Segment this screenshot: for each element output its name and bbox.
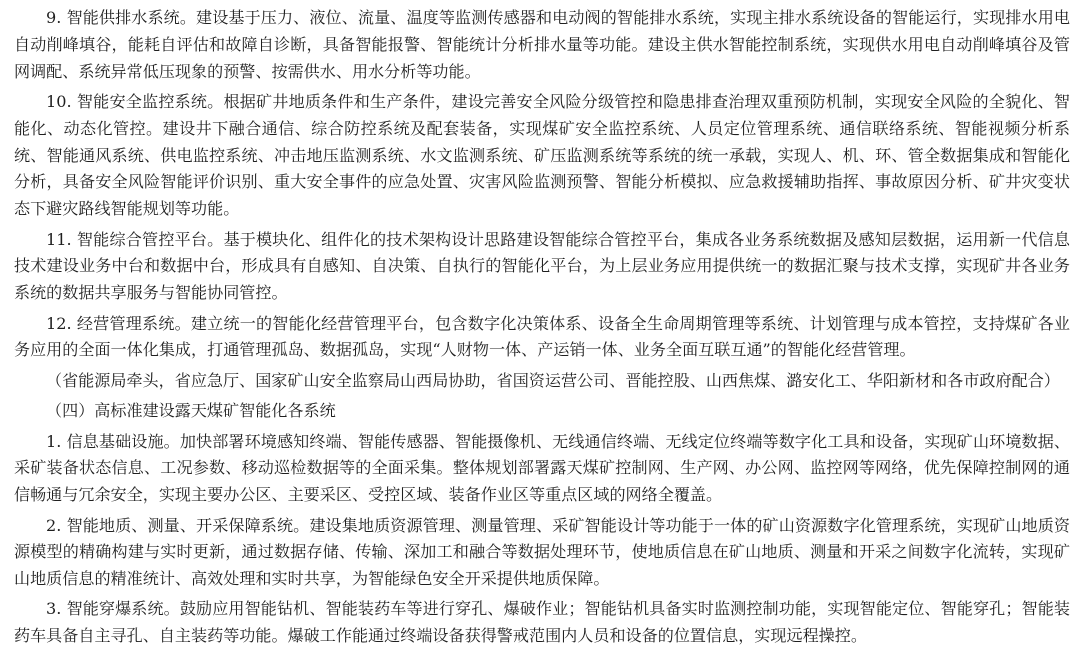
- paragraph-text: 11. 智能综合管控平台。基于模块化、组件化的技术架构设计思路建设智能综合管控平台，集成各业务系统数据及感知层数据，运用新一代信息技术建设业务中台和数据中台，形成具有自感知、自决策、自执行的智能化平台，为上层业务应用提供统一的数据汇聚与技术支撑，实现矿井各业务系统的数据共享服务与智能协同管控。: [14, 229, 1070, 303]
- paragraph-safety-monitoring: [14, 89, 1070, 223]
- paragraph-water-supply-drainage: [14, 5, 1070, 85]
- section-heading: [14, 398, 1070, 425]
- paragraph-text: 10. 智能安全监控系统。根据矿井地质条件和生产条件，建设完善安全风险分级管控和隐患排查治理双重预防机制，实现安全风险的全貌化、智能化、动态化管控。建设井下融合通信、综合防控系统及配套装备，实现煤矿安全监控系统、人员定位管理系统、通信联络系统、智能视频分析系统、智能通风系统、供电监控系统、冲击地压监测系统、水文监测系统、矿压监测系统等系统的统一承载，实现人、机、环、管全数据集成和智能化分析，具备安全风险智能评价识别、重大安全事件的应急处置、灾害风险监测预警、智能分析模拟、应急救援辅助指挥、事故原因分析、矿井灾变状态下避灾路线智能规划等功能。: [14, 91, 1070, 219]
- document-page: [14, 5, 1070, 654]
- paragraph-text: 1. 信息基础设施。加快部署环境感知终端、智能传感器、智能摄像机、无线通信终端、无线定位终端等数字化工具和设备，实现矿山环境数据、采矿装备状态信息、工况参数、移动巡检数据等的全面采集。整体规划部署露天煤矿控制网、生产网、办公网、监控网等网络，优先保障控制网的通信畅通与冗余安全，实现主要办公区、主要采区、受控区域、装备作业区等重点区域的网络全覆盖。: [14, 431, 1070, 505]
- paragraph-text: 3. 智能穿爆系统。鼓励应用智能钻机、智能装药车等进行穿孔、爆破作业；智能钻机具备实时监测控制功能，实现智能定位、智能穿孔；智能装药车具备自主寻孔、自主装药等功能。爆破工作能通过终端设备获得警戒范围内人员和设备的位置信息，实现远程操控。: [14, 599, 1070, 646]
- paragraph-integrated-control-platform: [14, 227, 1070, 307]
- responsibility-note: [14, 368, 1070, 395]
- paragraph-text: 12. 经营管理系统。建立统一的智能化经营管理平台，包含数字化决策体系、设备全生命周期管理等系统、计划管理与成本管控，支持煤矿各业务应用的全面一体化集成，打通管理孤岛、数据孤岛，实现“人财物一体、产运销一体、业务全面互联互通”的智能化经营管理。: [14, 313, 1070, 360]
- heading-text: （四）高标准建设露天煤矿智能化各系统: [46, 401, 336, 421]
- note-text: （省能源局牵头，省应急厅、国家矿山安全监察局山西局协助，省国资运营公司、晋能控股、山西焦煤、潞安化工、华阳新材和各市政府配合）: [46, 370, 1060, 390]
- paragraph-text: 9. 智能供排水系统。建设基于压力、液位、流量、温度等监测传感器和电动阀的智能排水系统，实现主排水系统设备的智能运行，实现排水用电自动削峰填谷，能耗自评估和故障自诊断，具备智能报警、智能统计分析排水量等功能。建设主供水智能控制系统，实现供水用电自动削峰填谷及管网调配、系统异常低压现象的预警、按需供水、用水分析等功能。: [14, 8, 1070, 81]
- paragraph-information-infrastructure: [14, 429, 1070, 509]
- paragraph-geology-survey-mining: [14, 513, 1070, 593]
- paragraph-business-management: [14, 311, 1070, 365]
- paragraph-text: 2. 智能地质、测量、开采保障系统。建设集地质资源管理、测量管理、采矿智能设计等功能于一体的矿山资源数字化管理系统，实现矿山地质资源模型的精确构建与实时更新，通过数据存储、传输、深加工和融合等数据处理环节，使地质信息在矿山地质、测量和开采之间数字化流转，实现矿山地质信息的精准统计、高效处理和实时共享，为智能绿色安全开采提供地质保障。: [14, 515, 1070, 589]
- paragraph-drilling-blasting: [14, 596, 1070, 650]
